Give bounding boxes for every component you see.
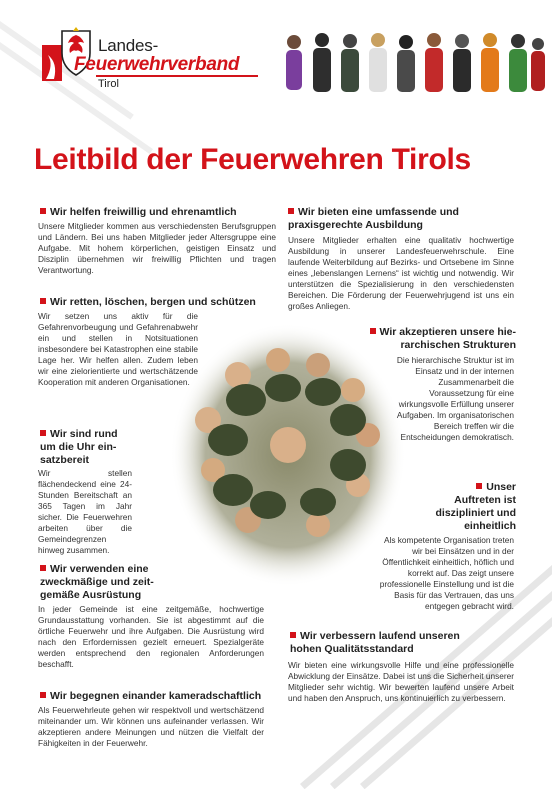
section-text-rund-um-die-uhr: Wir stellen flächendeckend eine 24-Stunden Bereitschaft an 365 Tagen im Jahr sicher. Die Feuerwehren arbeiten über die Gemeindegrenzen hinweg zusammen. <box>38 468 132 555</box>
section-heading-rund-um-die-uhr: Wir sind rund um die Uhr ein- satzbereit <box>40 428 118 466</box>
logo-text-feuerwehrverband: Feuerwehrverband <box>74 54 240 75</box>
section-heading-ausruestung: Wir verwenden eine zweckmäßige und zeit- gemäße Ausrüstung <box>40 563 154 601</box>
logo-text-landes: Landes- <box>98 36 159 55</box>
section-text-freiwillig: Unsere Mitglieder kommen aus verschiedensten Berufsgruppen und Ländern. Bei uns haben Mitglieder jeder Altersgruppe eine Aufgabe. Mit hohem körperlichen, geistigen Einsatz und Disziplin übernehmen wir freiwillig Pflichten und tragen Verantwortung. <box>38 221 276 275</box>
section-heading-freiwillig: Wir helfen freiwillig und ehrenamtlich <box>40 206 280 219</box>
logo-text-tirol: Tirol <box>98 78 119 90</box>
bullet-square-icon <box>40 692 46 698</box>
bullet-square-icon <box>288 208 294 214</box>
section-heading-hierarchie: Wir akzeptieren unsere hie- rarchischen Strukturen <box>340 326 516 352</box>
section-text-qualitaet: Wir bieten eine wirkungsvolle Hilfe und eine professionelle Abwicklung der Einsätze. Dabei ist uns die Sicherheit unserer Mitglieder sehr wichtig. Wir bewerten laufend unsere Arbeit und haben den Anspruch, uns kontinuierlich zu verbessern. <box>288 660 514 703</box>
section-heading-qualitaet: Wir verbessern laufend unseren hohen Qualitätsstandard <box>290 630 460 655</box>
page-title: Leitbild der Feuerwehren Tirols <box>34 143 471 176</box>
section-text-retten: Wir setzen uns aktiv für die Gefahrenvorbeugung und Gefahrenabwehr ein und stellen in Notsituationen insbesondere bei Katastrophen eine stabile Lage her. Wir helfen allen. Zudem leben wir eine zielorientierte und wertschätzende Kooperation mit anderen Organisationen. <box>38 311 198 387</box>
bullet-square-icon <box>476 483 482 489</box>
bullet-square-icon <box>40 565 46 571</box>
section-heading-retten: Wir retten, löschen, bergen und schützen <box>40 296 280 309</box>
bullet-square-icon <box>370 328 376 334</box>
section-text-ausbildung: Unsere Mitglieder erhalten eine qualitativ hochwertige Ausbildung in unserer Landesfeuerwehrschule. Eine laufende Weiterbildung auf Bezirks- und Ortsebene im Sinne eines „lebenslangen Lernens“ ist wichtig und notwendig. Wir unterstützen die Spezialisierung in den verschiedensten Bereichen. Die Förderung der Feuerwehrjugend ist uns ein großes Anliegen. <box>288 235 514 311</box>
bullet-square-icon <box>40 430 46 436</box>
header-people-image <box>280 30 545 100</box>
section-text-hierarchie: Die hierarchische Struktur ist im Einsatz und in der internen Zusammenarbeit die Voraussetzung für eine wirkungsvolle Erfüllung unserer Aufgaben. Im organisatorischen Bereich treffen wir die Entscheidungen demokratisch. <box>396 355 514 442</box>
section-heading-kameradschaftlich: Wir begegnen einander kameradschaftlich <box>40 690 280 703</box>
section-text-kameradschaftlich: Als Feuerwehrleute gehen wir respektvoll und wertschätzend miteinander um. Wir können uns aufeinander verlassen. Wir akzeptieren andere Meinungen und nützen die Vielfalt der Fähigkeiten in der Feuerwehr. <box>38 705 264 748</box>
section-text-auftreten: Als kompetente Organisation treten wir bei Einsätzen und in der Öffentlichkeit einheitlich, höflich und korrekt auf. Das zeigt unsere professionelle Einstellung und ist die Basis für das Vertrauen, das uns entgegen gebracht wird. <box>379 535 514 611</box>
section-heading-ausbildung: Wir bieten eine umfassende und praxisgerechte Ausbildung <box>288 206 459 231</box>
bullet-square-icon <box>40 298 46 304</box>
bullet-square-icon <box>290 632 296 638</box>
section-text-ausruestung: In jeder Gemeinde ist eine zeitgemäße, hochwertige Grundausstattung vorhanden. Sie ist abgestimmt auf die örtliche Feuerwehr und ihre Aufgaben. Die Ausrüstung wird nach den Erfordernissen gezielt erneuert. Spezialgeräte werden entsprechend den regionalen Anforderungen beschafft. <box>38 604 264 669</box>
bullet-square-icon <box>40 208 46 214</box>
section-heading-auftreten: Unser Auftreten ist diszipliniert und einheitlich <box>435 481 516 532</box>
logo-underline <box>96 75 258 77</box>
